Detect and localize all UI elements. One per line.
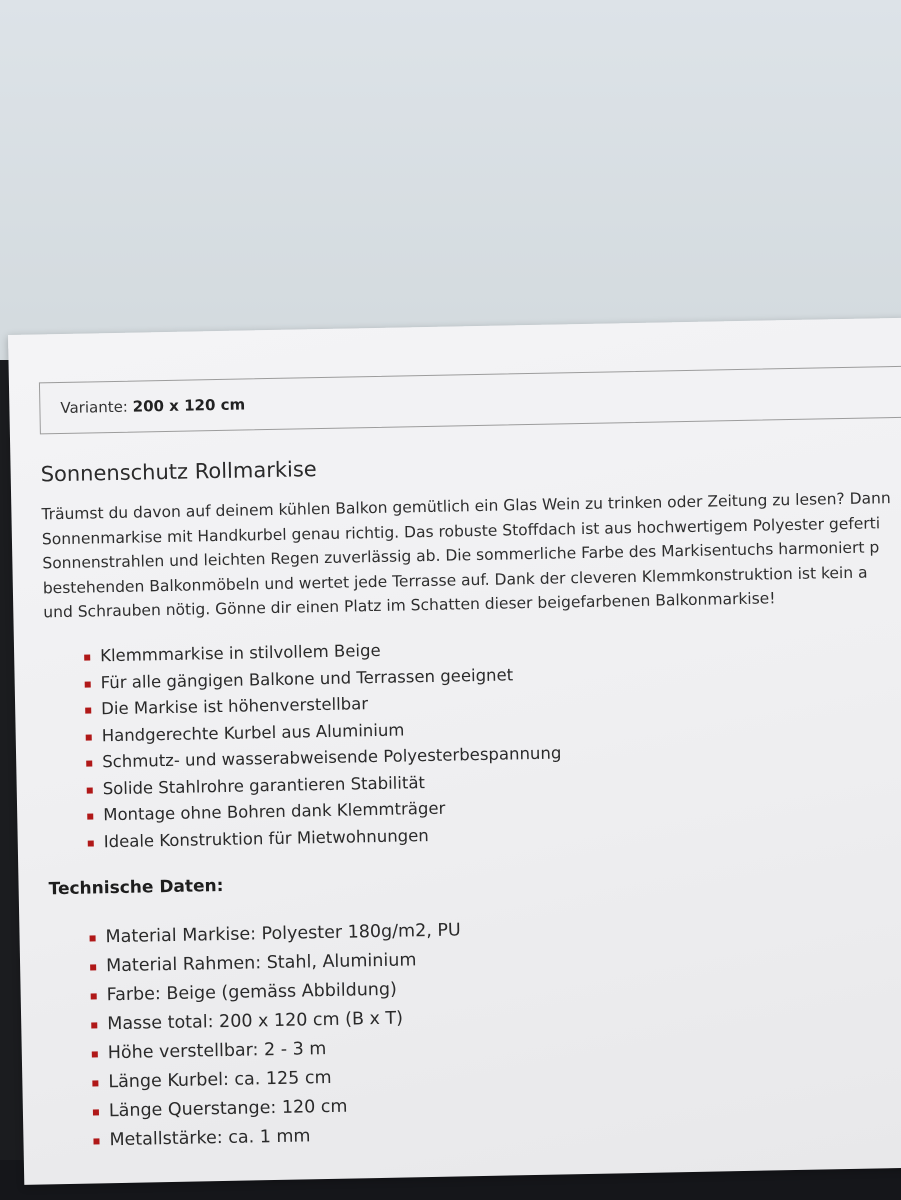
square-bullet-icon — [88, 840, 94, 846]
feature-text: Für alle gängigen Balkone und Terrassen geeignet — [100, 664, 514, 692]
square-bullet-icon — [87, 787, 93, 793]
square-bullet-icon — [91, 993, 97, 999]
product-description-sheet — [8, 318, 901, 1185]
feature-text: Solide Stahlrohre garantieren Stabilität — [102, 772, 426, 798]
square-bullet-icon — [90, 935, 96, 941]
variant-label: Variante: — [60, 397, 129, 418]
spec-text: Höhe verstellbar: 2 - 3 m — [107, 1039, 327, 1064]
square-bullet-icon — [93, 1138, 99, 1144]
feature-text: Montage ohne Bohren dank Klemmträger — [103, 798, 446, 825]
description-line: Sonnenmarkise mit Handkurbel genau richtig. Das robuste Stoffdach ist aus hochwertigem Polyester geferti — [41, 513, 881, 548]
spec-text: Farbe: Beige (gemäss Abbildung) — [106, 979, 398, 1006]
square-bullet-icon — [91, 1022, 97, 1028]
description-line: und Schrauben nötig. Gönne dir einen Platz im Schatten dieser beigefarbenen Balkonmarkise! — [43, 589, 776, 622]
feature-text: Handgerechte Kurbel aus Aluminium — [101, 719, 405, 745]
description-line: Träumst du davon auf deinem kühlen Balkon gemütlich ein Glas Wein zu trinken oder Zeitung zu lesen? Dann — [41, 489, 891, 524]
variant-value: 200 x 120 cm — [132, 395, 246, 416]
description-line: Sonnenstrahlen und leichten Regen zuverlässig ab. Die sommerliche Farbe des Markisentuchs harmoniert p — [42, 538, 880, 573]
feature-text: Die Markise ist höhenverstellbar — [101, 694, 369, 719]
technical-data-list — [89, 916, 465, 1155]
square-bullet-icon — [85, 707, 91, 713]
spec-text: Material Markise: Polyester 180g/m2, PU — [105, 920, 461, 948]
variant-line — [60, 395, 245, 417]
spec-text: Länge Querstange: 120 cm — [108, 1096, 348, 1122]
feature-text: Schmutz- und wasserabweisende Polyesterbespannung — [102, 743, 562, 772]
feature-list — [84, 634, 563, 855]
square-bullet-icon — [84, 654, 90, 660]
square-bullet-icon — [92, 1051, 98, 1057]
square-bullet-icon — [86, 760, 92, 766]
square-bullet-icon — [85, 681, 91, 687]
description-line: bestehenden Balkonmöbeln und wertet jede Terrasse auf. Dank der cleveren Klemmkonstruktion ist kein a — [42, 563, 868, 597]
spec-text: Metallstärke: ca. 1 mm — [109, 1126, 311, 1151]
spec-text: Material Rahmen: Stahl, Aluminium — [105, 950, 417, 977]
square-bullet-icon — [86, 734, 92, 740]
spec-text: Masse total: 200 x 120 cm (B x T) — [107, 1008, 404, 1035]
product-description — [41, 485, 901, 624]
spec-text: Länge Kurbel: ca. 125 cm — [108, 1067, 332, 1093]
sheet-content — [8, 318, 901, 1185]
feature-text: Klemmmarkise in stilvollem Beige — [99, 640, 381, 666]
spec-item — [93, 1119, 465, 1155]
variant-box — [39, 365, 901, 434]
technical-data-heading: Technische Daten: — [48, 875, 224, 900]
square-bullet-icon — [92, 1080, 98, 1086]
square-bullet-icon — [87, 813, 93, 819]
square-bullet-icon — [90, 964, 96, 970]
product-title: Sonnenschutz Rollmarkise — [40, 457, 317, 487]
square-bullet-icon — [93, 1109, 99, 1115]
feature-text: Ideale Konstruktion für Mietwohnungen — [103, 825, 429, 851]
